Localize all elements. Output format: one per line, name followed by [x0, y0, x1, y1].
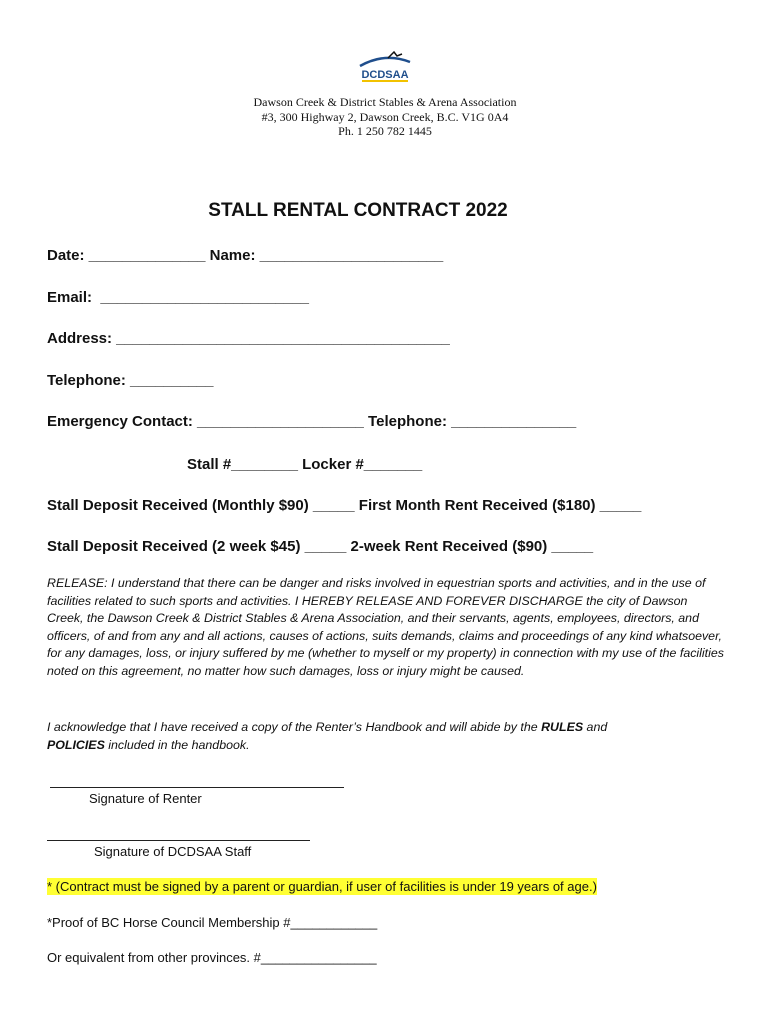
ack-and: and: [583, 720, 608, 734]
equivalent-membership-field[interactable]: Or equivalent from other provinces. #________________: [47, 950, 377, 965]
telephone-field[interactable]: Telephone: __________: [47, 372, 214, 389]
deposit-2week-field[interactable]: Stall Deposit Received (2 week $45) _____ 2-week Rent Received ($90) _____: [47, 538, 594, 555]
renter-signature-label: Signature of Renter: [89, 791, 202, 806]
rules-emphasis: RULES: [541, 720, 584, 734]
dcdsaa-logo: [350, 48, 420, 84]
logo-text: DCDSAA: [361, 69, 409, 81]
bchc-membership-field[interactable]: *Proof of BC Horse Council Membership #____________: [47, 915, 378, 930]
renter-signature-line[interactable]: [50, 787, 344, 788]
policies-emphasis: POLICIES: [47, 737, 105, 752]
org-phone: Ph. 1 250 782 1445: [338, 124, 432, 138]
acknowledgement-paragraph: [47, 719, 727, 754]
address-field[interactable]: Address: ________________________________________: [47, 330, 450, 347]
page-title: STALL RENTAL CONTRACT 2022: [208, 200, 508, 221]
date-name-field[interactable]: Date: ______________ Name: ______________________: [47, 247, 444, 264]
staff-signature-label: Signature of DCDSAA Staff: [94, 844, 252, 859]
horse-arena-icon: [350, 48, 420, 84]
ack-text-1: I acknowledge that I have received a copy of the Renter’s Handbook and will abide by the: [47, 720, 542, 734]
guardian-note: * (Contract must be signed by a parent or guardian, if user of facilities is under 19 years of age.): [47, 879, 597, 894]
email-field[interactable]: Email: _________________________: [47, 289, 309, 306]
stall-locker-field[interactable]: Stall #________ Locker #_______: [187, 456, 423, 473]
org-name: Dawson Creek & District Stables & Arena Association: [253, 95, 517, 109]
ack-text-2: included in the handbook.: [104, 737, 250, 752]
deposit-monthly-field[interactable]: Stall Deposit Received (Monthly $90) _____ First Month Rent Received ($180) _____: [47, 497, 642, 514]
release-paragraph: RELEASE: I understand that there can be danger and risks involved in equestrian sports and activities, and in the use of facilities related to such sports and activities. I HEREBY RELEASE AND FOREVER DISCHARGE the city of Dawson Creek, the Dawson Creek & District Stables & Arena Association, and their servants, agents, employees, directors, and officers, of and from any and all actions, causes of actions, suits demands, claims and proceedings of any kind whatsoever, for any damages, loss, or injury suffered by me (whether to myself or my property) in connection with my use of the facilities noted on this agreement, no matter how such damages, loss or injury might be caused.: [47, 576, 724, 678]
emergency-contact-field[interactable]: Emergency Contact: ____________________ Telephone: _______________: [47, 413, 577, 430]
org-address: #3, 300 Highway 2, Dawson Creek, B.C. V1G 0A4: [261, 110, 509, 124]
staff-signature-line[interactable]: [47, 840, 310, 841]
